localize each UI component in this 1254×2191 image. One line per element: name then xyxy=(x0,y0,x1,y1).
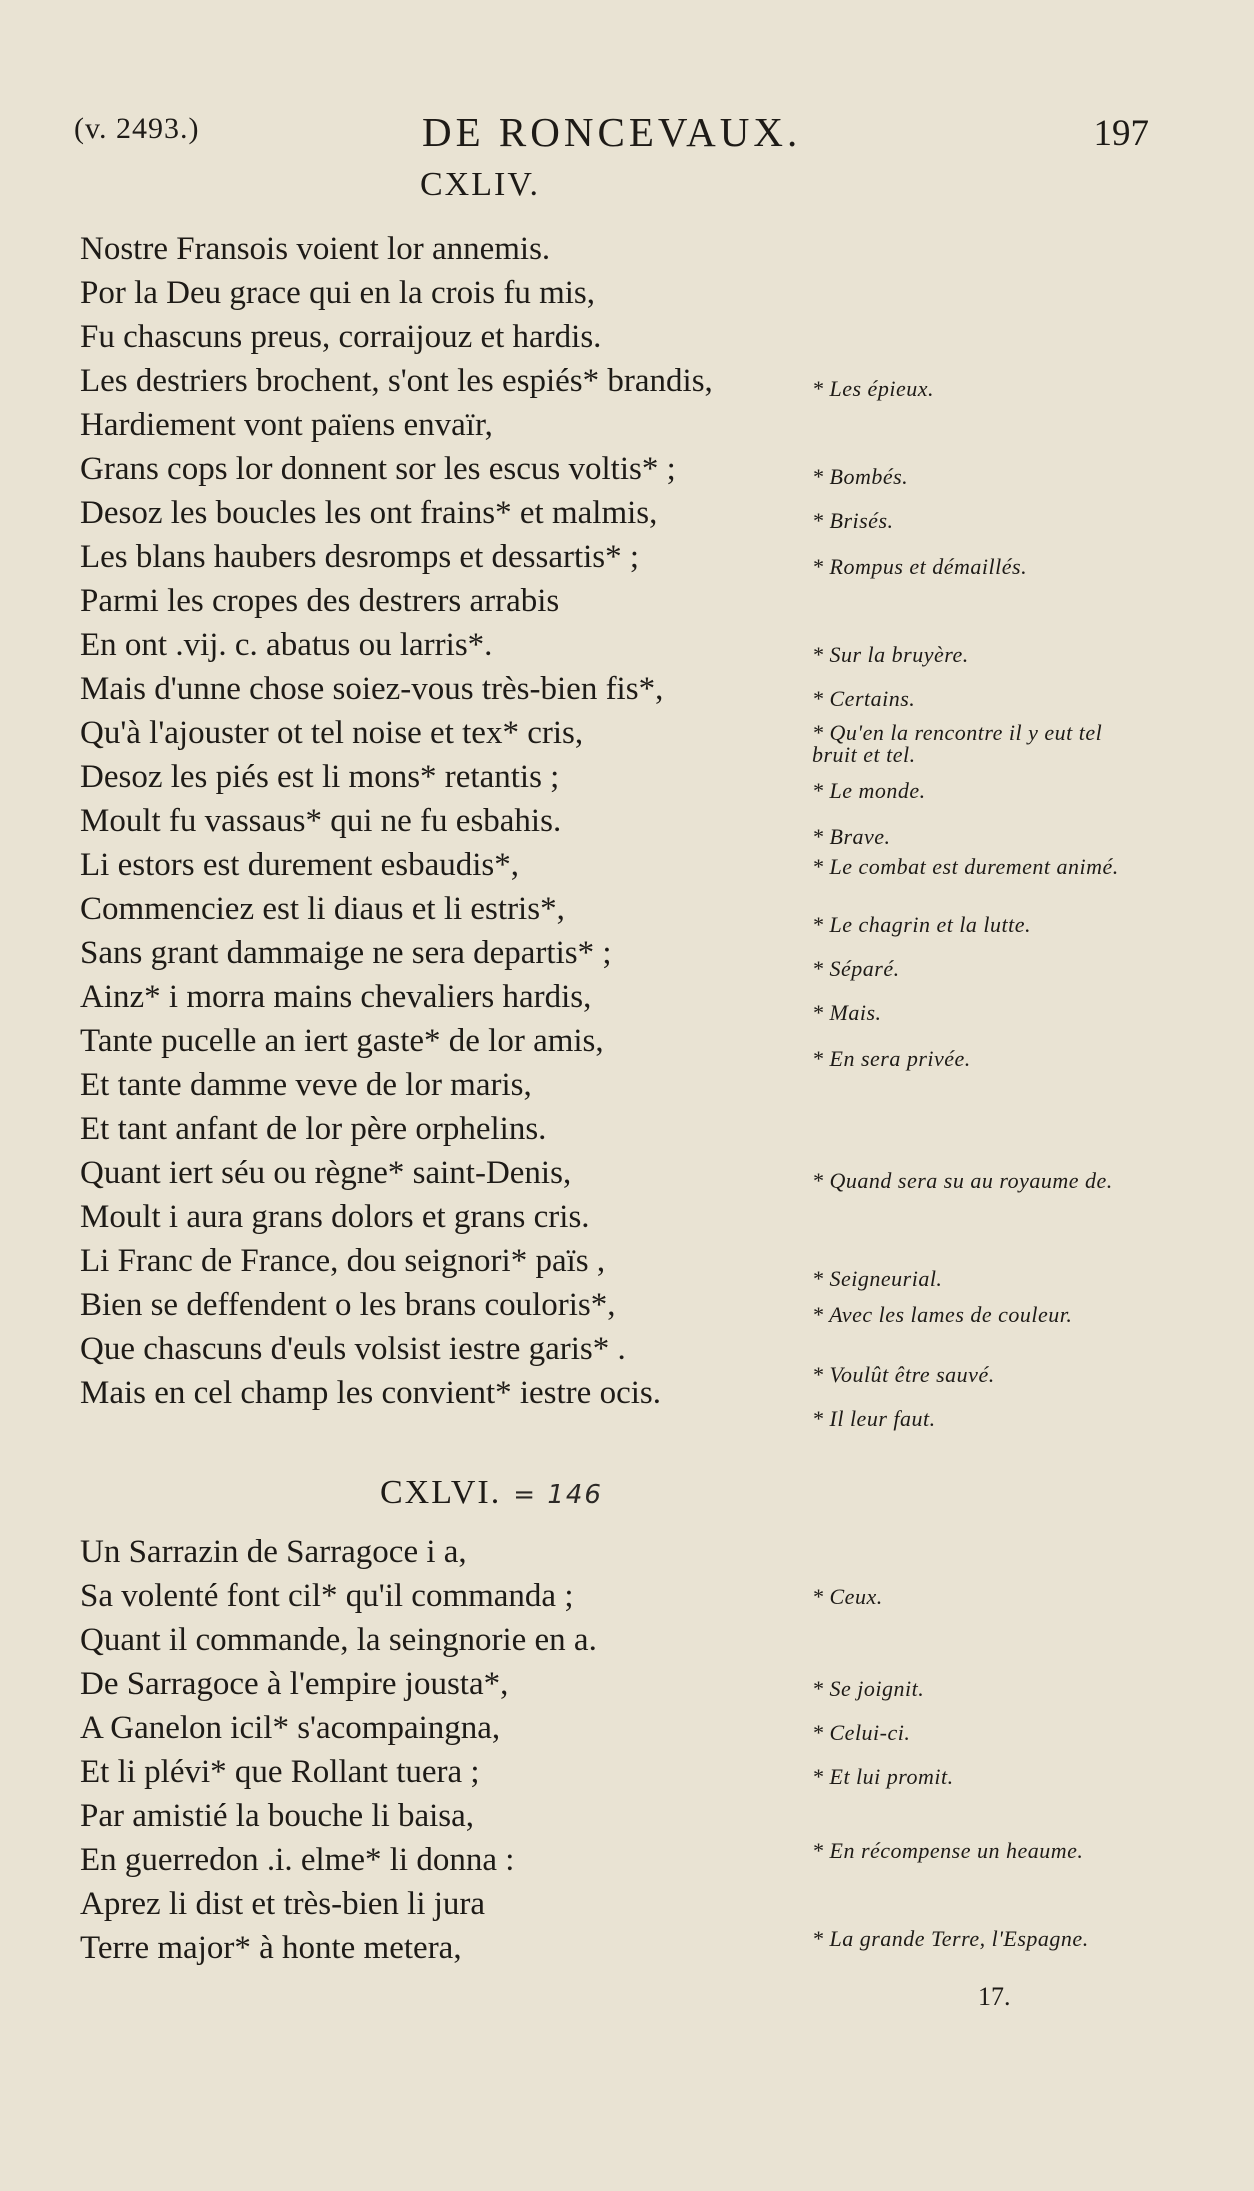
verse-line: A Ganelon icil* s'acompaingna, xyxy=(80,1710,501,1746)
verse-line: Por la Deu grace qui en la crois fu mis, xyxy=(80,275,596,311)
gloss-note: * Brave. xyxy=(812,824,891,849)
gloss-note: * Rompus et démaillés. xyxy=(812,554,1028,579)
page-number: 197 xyxy=(1093,113,1149,154)
verse-line: Desoz les boucles les ont frains* et malmis, xyxy=(80,495,658,531)
verse-line: Les blans haubers desromps et dessartis* ; xyxy=(80,539,640,575)
verse-line: Quant il commande, la seingnorie en a. xyxy=(80,1622,597,1658)
gloss-note: * Celui-ci. xyxy=(812,1720,911,1745)
stanza-title: CXLVI. = 146 xyxy=(380,1474,603,1511)
gloss-note: * Le monde. xyxy=(812,778,926,803)
gloss-note: * Seigneurial. xyxy=(812,1266,943,1291)
verse-line: Bien se deffendent o les brans couloris*, xyxy=(80,1287,616,1323)
verse-line: Sans grant dammaige ne sera departis* ; xyxy=(80,935,612,971)
running-title: DE RONCEVAUX. xyxy=(422,109,802,155)
verse-line: De Sarragoce à l'empire jousta*, xyxy=(80,1666,509,1702)
gloss-note: * Voulût être sauvé. xyxy=(812,1362,995,1387)
verse-line: Les destriers brochent, s'ont les espiés* brandis, xyxy=(80,363,713,399)
gloss-note: * En sera privée. xyxy=(812,1046,971,1071)
verse-line: Mais d'unne chose soiez-vous très-bien fis*, xyxy=(80,671,664,707)
verse-line: Desoz les piés est li mons* retantis ; xyxy=(80,759,560,795)
gloss-note: * Bombés. xyxy=(812,464,909,489)
verse-line: Moult fu vassaus* qui ne fu esbahis. xyxy=(80,803,562,839)
gloss-note: * Mais. xyxy=(812,1000,882,1025)
verse-line: Hardiement vont païens envaïr, xyxy=(80,407,493,443)
verse-line: Et tante damme veve de lor maris, xyxy=(80,1067,532,1103)
verse-line: Aprez li dist et très-bien li jura xyxy=(80,1886,486,1922)
verse-line: Sa volenté font cil* qu'il commanda ; xyxy=(80,1578,574,1614)
gloss-note: * Brisés. xyxy=(812,508,894,533)
gloss-note: * Quand sera su au royaume de. xyxy=(812,1168,1113,1193)
verse-line: Quant iert séu ou règne* saint-Denis, xyxy=(80,1155,572,1191)
gloss-note: * Avec les lames de couleur. xyxy=(812,1302,1073,1327)
verse-line: Mais en cel champ les convient* iestre ocis. xyxy=(80,1375,661,1411)
gloss-note: * Se joignit. xyxy=(812,1676,925,1701)
gloss-note: * Ceux. xyxy=(812,1584,883,1609)
handwritten-annotation: = 146 xyxy=(513,1480,603,1510)
verse-reference: (v. 2493.) xyxy=(74,112,200,145)
verse-line: Tante pucelle an iert gaste* de lor amis, xyxy=(80,1023,604,1059)
verse-line: Nostre Fransois voient lor annemis. xyxy=(80,231,551,267)
verse-line: Ainz* i morra mains chevaliers hardis, xyxy=(80,979,592,1015)
gloss-note: * Certains. xyxy=(812,686,916,711)
gloss-note: * Il leur faut. xyxy=(812,1406,936,1431)
gloss-note: * En récompense un heaume. xyxy=(812,1838,1084,1863)
verse-line: Terre major* à honte metera, xyxy=(80,1930,462,1966)
stanza-title: CXLIV. xyxy=(420,166,540,203)
gloss-note: * Et lui promit. xyxy=(812,1764,954,1789)
verse-line: Par amistié la bouche li baisa, xyxy=(80,1798,475,1834)
gloss-note: * Sur la bruyère. xyxy=(812,642,969,667)
gloss-note: * Qu'en la rencontre il y eut tel bruit et tel. xyxy=(812,720,1103,767)
verse-line: Commenciez est li diaus et li estris*, xyxy=(80,891,565,927)
verse-line: Grans cops lor donnent sor les escus voltis* ; xyxy=(80,451,676,487)
verse-line: Et li plévi* que Rollant tuera ; xyxy=(80,1754,480,1790)
signature-mark: 17. xyxy=(978,1982,1011,2011)
gloss-note: * Le chagrin et la lutte. xyxy=(812,912,1032,937)
verse-line: Un Sarrazin de Sarragoce i a, xyxy=(80,1534,467,1570)
verse-line: Et tant anfant de lor père orphelins. xyxy=(80,1111,547,1147)
gloss-note: * Les épieux. xyxy=(812,376,934,401)
running-header xyxy=(74,108,1149,158)
gloss-note: * Séparé. xyxy=(812,956,900,981)
gloss-note: * La grande Terre, l'Espagne. xyxy=(812,1926,1089,1951)
gloss-note: * Le combat est durement animé. xyxy=(812,854,1119,879)
verse-line: Que chascuns d'euls volsist iestre garis* . xyxy=(80,1331,626,1367)
verse-line: Li estors est durement esbaudis*, xyxy=(80,847,519,883)
verse-line: En guerredon .i. elme* li donna : xyxy=(80,1842,515,1878)
verse-line: Moult i aura grans dolors et grans cris. xyxy=(80,1199,590,1235)
verse-line: Parmi les cropes des destrers arrabis xyxy=(80,583,560,619)
verse-line: Fu chascuns preus, corraijouz et hardis. xyxy=(80,319,602,355)
verse-line: En ont .vij. c. abatus ou larris*. xyxy=(80,627,493,663)
verse-line: Qu'à l'ajouster ot tel noise et tex* cris, xyxy=(80,715,584,751)
verse-line: Li Franc de France, dou seignori* païs , xyxy=(80,1243,606,1279)
